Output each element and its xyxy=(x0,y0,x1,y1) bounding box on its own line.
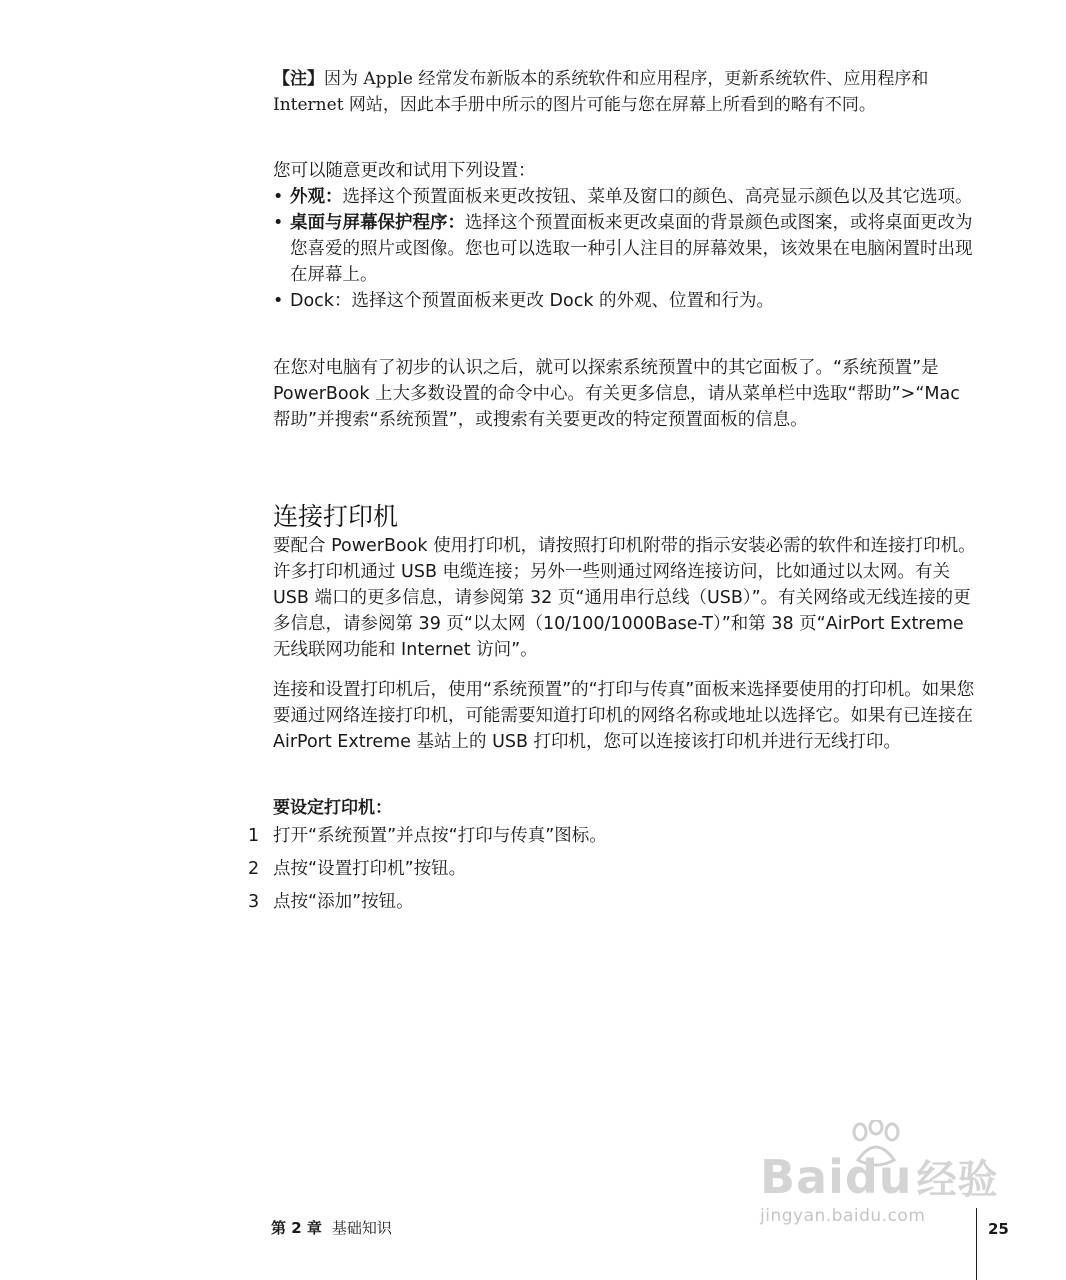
settings-list xyxy=(273,184,978,314)
setting-term: Dock： xyxy=(290,291,352,311)
steps-list xyxy=(248,823,607,922)
chapter-title: 基础知识 xyxy=(331,1219,392,1237)
step-number: 1 xyxy=(248,826,260,846)
step-text: 点按“设置打印机”按钮。 xyxy=(273,859,467,879)
list-item xyxy=(248,889,607,922)
step-text: 点按“添加”按钮。 xyxy=(273,892,414,912)
setting-desc: 选择这个预置面板来更改按钮、菜单及窗口的颜色、高亮显示颜色以及其它选项。 xyxy=(342,187,973,207)
step-number: 2 xyxy=(248,859,260,879)
printer-setup-paragraph: 连接和设置打印机后，使用“系统预置”的“打印与传真”面板来选择要使用的打印机。如果您要通过网络连接打印机，可能需要知道打印机的网络名称或地址以选择它。如果有已连接在 AirPort Extreme 基站上的 USB 打印机，您可以连接该打印机并进行无线打印。 xyxy=(273,680,975,752)
section-heading: 连接打印机 xyxy=(273,502,399,531)
watermark-logo-bai: Bai xyxy=(760,1150,845,1204)
procedure-title: 要设定打印机： xyxy=(273,798,392,818)
note-tag: 【注】 xyxy=(273,69,324,89)
watermark-logo xyxy=(760,1148,999,1205)
note-paragraph xyxy=(273,66,976,118)
setting-term: 桌面与屏幕保护程序： xyxy=(290,213,465,233)
chapter-number: 第 2 章 xyxy=(271,1219,322,1237)
printer-connection-paragraph: 要配合 PowerBook 使用打印机，请按照打印机附带的指示安装必需的软件和连接打印机。许多打印机通过 USB 电缆连接；另外一些则通过网络连接访问，比如通过以太网。有关 USB 端口的更多信息，请参阅第 32 页“通用串行总线（USB）”。有关网络或无线连接的更多信息，请参阅第 39 页“以太网（10/100/1000Base-T）”和第 38 页“AirPort Extreme 无线联网功能和 Internet 访问”。 xyxy=(273,536,976,660)
baidu-watermark xyxy=(760,1120,1000,1230)
list-item xyxy=(248,823,607,856)
note-text: 因为 Apple 经常发布新版本的系统软件和应用程序，更新系统软件、应用程序和 Internet 网站，因此本手册中所示的图片可能与您在屏幕上所看到的略有不同。 xyxy=(273,69,929,115)
list-item xyxy=(273,210,978,288)
setting-term: 外观： xyxy=(290,187,343,207)
setting-desc: 选择这个预置面板来更改 Dock 的外观、位置和行为。 xyxy=(351,291,775,311)
footer-divider xyxy=(976,1208,977,1280)
list-item xyxy=(273,184,978,210)
list-item xyxy=(248,856,607,889)
watermark-logo-cn: 经验 xyxy=(916,1157,999,1203)
system-preferences-paragraph: 在您对电脑有了初步的认识之后，就可以探索系统预置中的其它面板了。“系统预置”是 PowerBook 上大多数设置的命令中心。有关更多信息，请从菜单栏中选取“帮助”>“Mac 帮助”并搜索“系统预置”，或搜索有关要更改的特定预置面板的信息。 xyxy=(273,358,960,430)
chapter-footer xyxy=(271,1217,392,1239)
page-number: 25 xyxy=(988,1220,1009,1238)
setting-desc: 选择这个预置面板来更改桌面的背景颜色或图案，或将桌面更改为您喜爱的照片或图像。您也可以选取一种引人注目的屏幕效果，该效果在电脑闲置时出现在屏幕上。 xyxy=(290,213,973,285)
step-number: 3 xyxy=(248,892,260,912)
watermark-logo-du: du xyxy=(844,1150,913,1204)
step-text: 打开“系统预置”并点按“打印与传真”图标。 xyxy=(273,826,607,846)
settings-intro: 您可以随意更改和试用下列设置： xyxy=(273,161,536,181)
list-item xyxy=(273,288,978,314)
watermark-url: jingyan.baidu.com xyxy=(760,1206,926,1226)
